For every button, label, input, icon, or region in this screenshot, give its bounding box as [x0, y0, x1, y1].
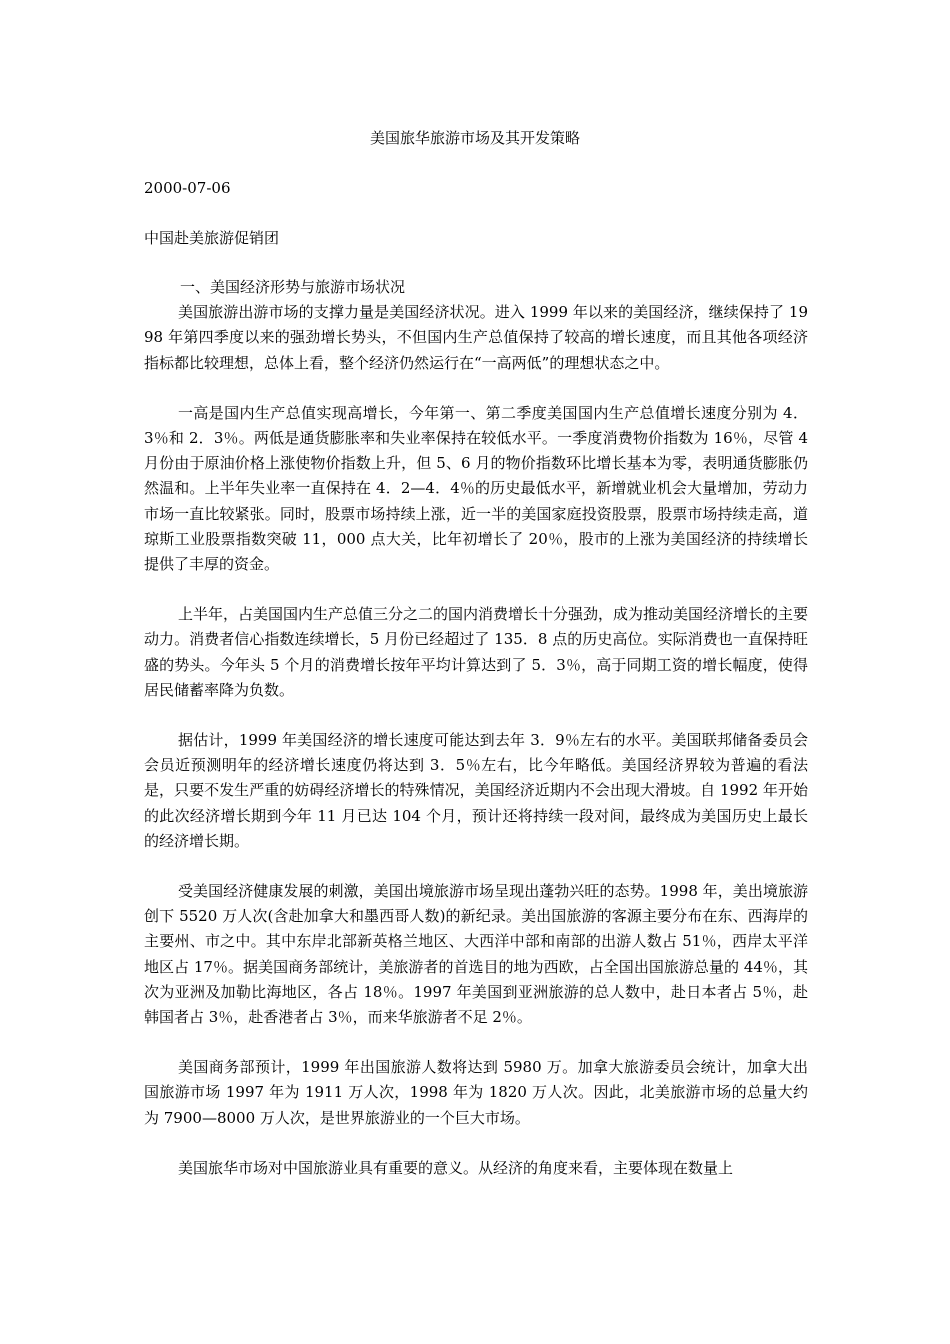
paragraph-growth-forecast: 据估计，1999 年美国经济的增长速度可能达到去年 3．9％左右的水平。美国联邦储备委员会会员近预测明年的经济增长速度仍将达到 3．5％左右，比今年略低。美国经济界较为普遍的看法是，只要不发生严重的妨碍经济增长的特殊情况，美国经济近期内不会出现大滑坡。自 1992 年开始的此次经济增长期到今年 11 月已达 104 个月，预计还将持续一段对间，最终成为美国历史上最长的经济增长期。 — [144, 731, 808, 850]
paragraph-china-significance: 美国旅华市场对中国旅游业具有重要的意义。从经济的角度来看，主要体现在数量上 — [178, 1158, 734, 1177]
document-author: 中国赴美旅游促销团 — [144, 229, 280, 247]
paragraph-one-high-two-low: 一高是国内生产总值实现高增长，今年第一、第二季度美国国内生产总值增长速度分别为 4．3％和 2．3％。两低是通货膨胀率和失业率保持在较低水平。一季度消费物价指数为 16％，尽管 4 月份由于原油价格上涨使物价指数上升，但 5、6 月的物价指数环比增长基本为零，表明通货膨胀仍然温和。上半年失业率一直保持在 4．2—4．4％的历史最低水平，新增就业机会大量增加，劳动力市场一直比较紧张。同时，股票市场持续上涨，近一半的美国家庭投资股票，股票市场持续走高，道琼斯工业股票指数突破 11，000 点大关，比年初增长了 20％，股市的上涨为美国经济的持续增长提供了丰厚的资金。 — [144, 403, 808, 574]
paragraph-outbound-tourism: 受美国经济健康发展的刺激，美国出境旅游市场呈现出蓬勃兴旺的态势。1998 年，美出境旅游创下 5520 万人次(含赴加拿大和墨西哥人数)的新纪录。美出国旅游的客源主要分布在东、西海岸的主要州、市之中。其中东岸北部新英格兰地区、大西洋中部和南部的出游人数占 51％，西岸太平洋地区占 17％。据美国商务部统计，美旅游者的首选目的地为西欧，占全国出国旅游总量的 44％，其次为亚洲及加勒比海地区，各占 18％。1997 年美国到亚洲旅游的总人数中，赴日本者占 5％，赴韩国者占 3％，赴香港者占 3％，而来华旅游者不足 2％。 — [144, 882, 808, 1027]
paragraph-consumption: 上半年，占美国国内生产总值三分之二的国内消费增长十分强劲，成为推动美国经济增长的主要动力。消费者信心指数连续增长，5 月份已经超过了 135．8 点的历史高位。实际消费也一直保持旺盛的势头。今年头 5 个月的消费增长按年平均计算达到了 5．3％，高于同期工资的增长幅度，使得居民储蓄率降为负数。 — [144, 605, 809, 699]
document-date: 2000-07-06 — [144, 179, 231, 197]
document-body — [144, 275, 808, 1181]
document-title: 美国旅华旅游市场及其开发策略 — [369, 129, 580, 147]
section-heading: 一、美国经济形势与旅游市场状况 — [180, 278, 406, 296]
paragraph-north-america-market: 美国商务部预计，1999 年出国旅游人数将达到 5980 万。加拿大旅游委员会统计，加拿大出国旅游市场 1997 年为 1911 万人次，1998 年为 1820 万人次。因此，北美旅游市场的总量大约为 7900—8000 万人次，是世界旅游业的一个巨大市场。 — [144, 1058, 808, 1127]
paragraph-economy-overview: 美国旅游出游市场的支撑力量是美国经济状况。进入 1999 年以来的美国经济，继续保持了 1998 年第四季度以来的强劲增长势头，不但国内生产总值保持了较高的增长速度，而且其他各项经济指标都比较理想，总体上看，整个经济仍然运行在“一高两低”的理想状态之中。 — [144, 303, 808, 372]
